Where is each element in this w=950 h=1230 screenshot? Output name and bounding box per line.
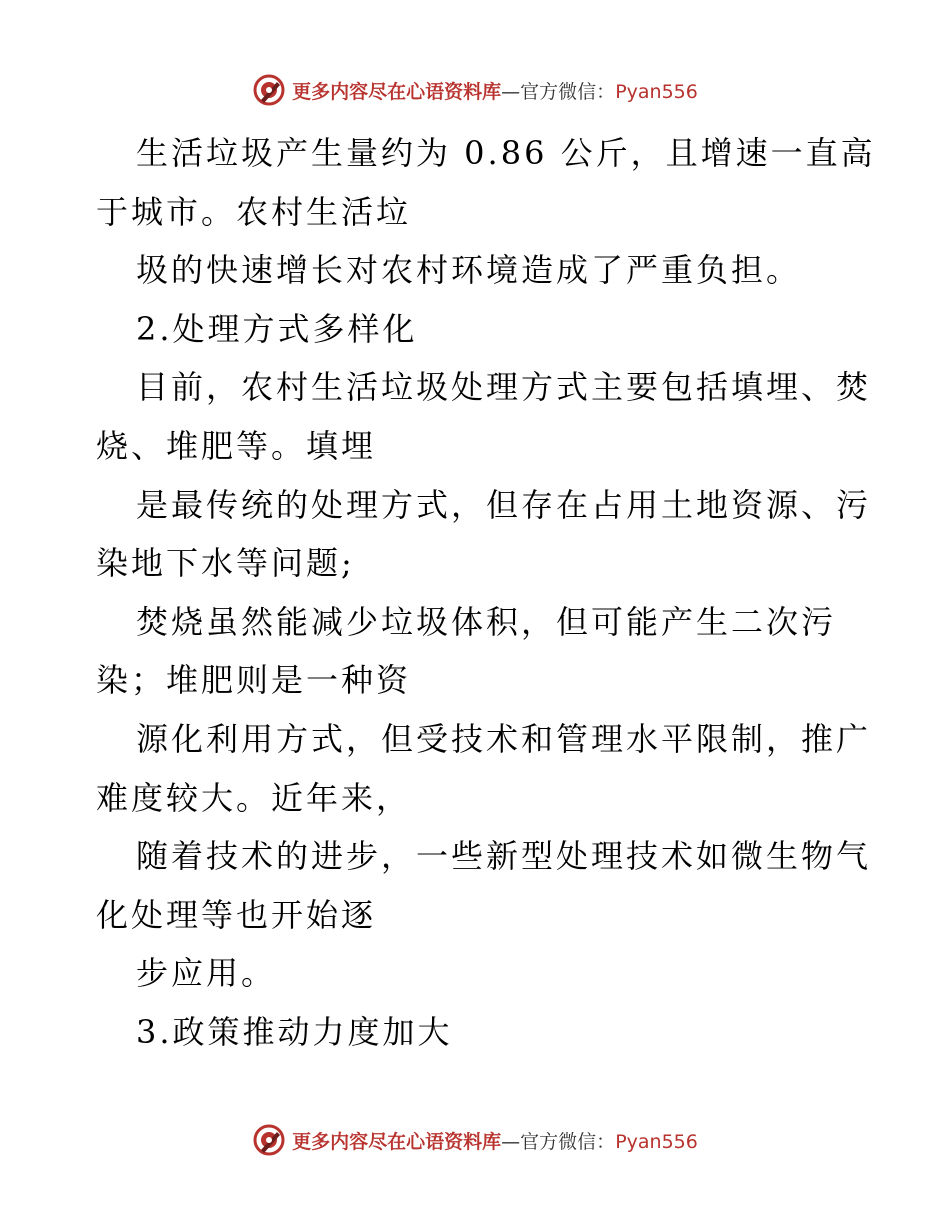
header-watermark xyxy=(0,70,950,110)
text-line: 圾的快速增长对农村环境造成了严重负担。 xyxy=(136,251,802,290)
text-line: 染；堆肥则是一种资 xyxy=(96,661,412,700)
text-line: 烧、堆肥等。填埋 xyxy=(96,426,377,465)
text-line: 染地下水等问题; xyxy=(96,544,355,583)
text-line: 源化利用方式，但受技术和管理水平限制，推广 xyxy=(136,719,872,758)
text-line: 难度较大。近年来， xyxy=(96,778,412,817)
text-line: 生活垃圾产生量约为 0.86 公斤，且增速一直高 xyxy=(136,134,876,172)
text-line: 焚烧虽然能减少垃圾体积，但可能产生二次污 xyxy=(136,602,837,641)
text-line: 目前，农村生活垃圾处理方式主要包括填埋、焚 xyxy=(136,368,872,407)
watermark-id: Pyan556 xyxy=(615,80,698,103)
pen-circle-logo-icon xyxy=(252,1123,286,1157)
watermark-text xyxy=(292,77,698,104)
text-line: 步应用。 xyxy=(136,954,277,993)
section-heading: 3.政策推动力度加大 xyxy=(136,1012,453,1051)
pen-circle-logo-icon xyxy=(252,73,286,107)
watermark-separator: — xyxy=(501,80,521,103)
watermark-separator: — xyxy=(501,1130,521,1153)
watermark-label: 官方微信： xyxy=(520,1130,616,1153)
document-body xyxy=(96,124,876,1062)
watermark-main: 更多内容尽在心语资料库 xyxy=(292,80,502,103)
text-line: 化处理等也开始逐 xyxy=(96,895,377,934)
footer-watermark xyxy=(0,1120,950,1160)
watermark-label: 官方微信： xyxy=(520,80,616,103)
text-line: 随着技术的进步，一些新型处理技术如微生物气 xyxy=(136,837,872,876)
section-heading: 2.处理方式多样化 xyxy=(136,309,418,348)
watermark-id: Pyan556 xyxy=(615,1130,698,1153)
watermark-main: 更多内容尽在心语资料库 xyxy=(292,1130,502,1153)
watermark-text xyxy=(292,1127,698,1154)
text-line: 是最传统的处理方式，但存在占用土地资源、污 xyxy=(136,485,872,524)
text-line: 于城市。农村生活垃 xyxy=(96,192,412,231)
